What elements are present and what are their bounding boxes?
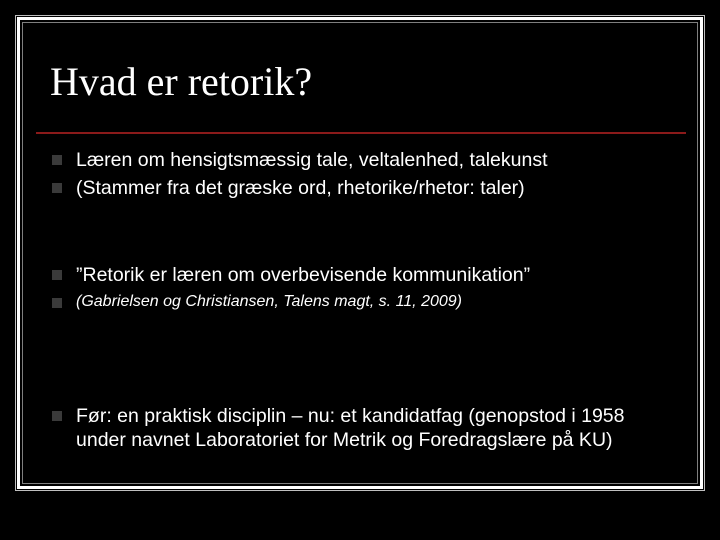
square-bullet-icon [52,298,62,308]
citation-text: (Gabrielsen og Christiansen, Talens magt, s. 11, 2009) [76,293,462,310]
slide-title: Hvad er retorik? [50,59,313,104]
square-bullet-icon [52,155,62,165]
bullet-text: ”Retorik er læren om overbevisende kommunikation” [76,264,531,286]
square-bullet-icon [52,411,62,421]
title-divider [36,132,686,134]
bullet-text: Før: en praktisk disciplin – nu: et kandidatfag (genopstod i 1958 under navnet Laboratoriet for Metrik og Foredragslære på KU) [76,405,625,451]
bullet-text: Læren om hensigtsmæssig tale, veltalenhed, talekunst [76,149,548,171]
square-bullet-icon [52,183,62,193]
bullet-text: (Stammer fra det græske ord, rhetorike/rhetor: taler) [76,177,525,199]
square-bullet-icon [52,270,62,280]
